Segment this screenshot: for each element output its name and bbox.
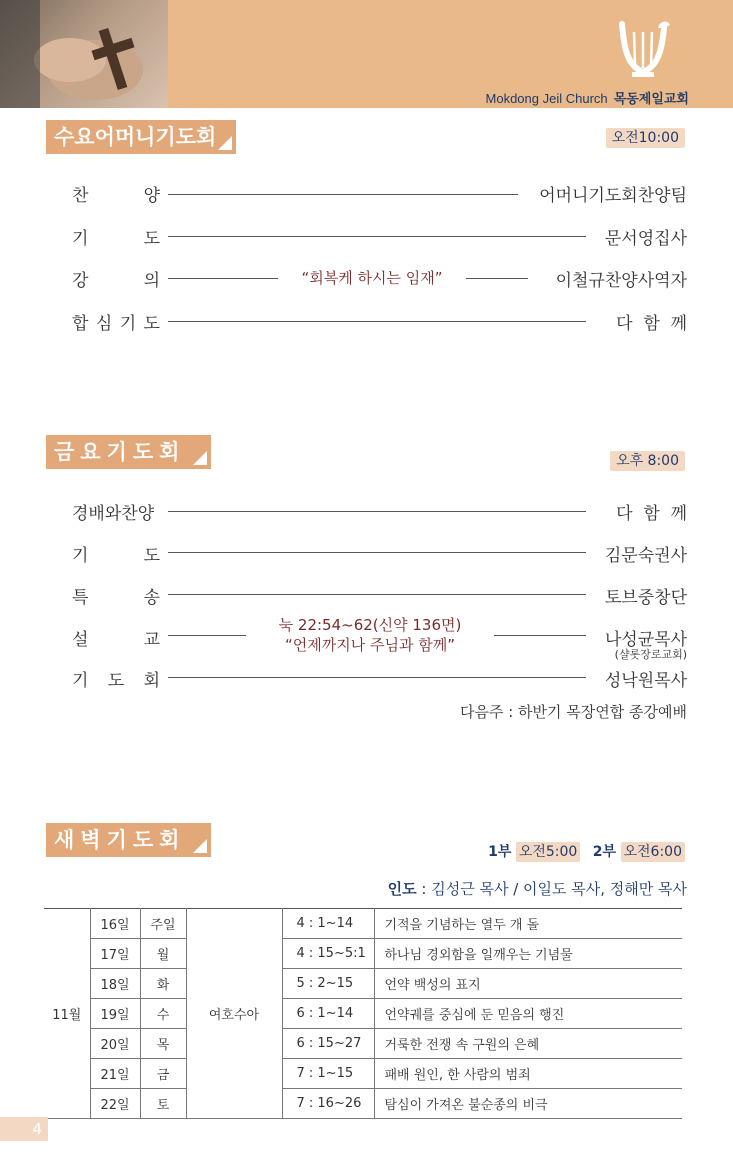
label-char: 찬 xyxy=(72,186,89,206)
label-char: 기 xyxy=(72,671,89,691)
label-char: 설 xyxy=(72,630,89,650)
passage-cell: 7 : 16~26 xyxy=(282,1089,374,1119)
label-char: 교 xyxy=(143,630,160,650)
fri-row-label xyxy=(72,625,160,650)
leader-line xyxy=(168,278,278,279)
leader-line xyxy=(168,321,586,322)
label-char: 심 xyxy=(95,314,113,334)
weekday-cell: 토 xyxy=(140,1089,186,1119)
label-char: 기 xyxy=(119,314,137,334)
part1-label: 1부 xyxy=(488,844,512,860)
corner-mark-icon xyxy=(193,451,207,465)
label-char: 회 xyxy=(143,671,160,691)
passage-cell: 7 : 1~15 xyxy=(282,1059,374,1089)
day-cell: 17일 xyxy=(90,939,140,969)
passage-cell: 6 : 1~14 xyxy=(282,999,374,1029)
day-cell: 21일 xyxy=(90,1059,140,1089)
passage-cell: 5 : 2~15 xyxy=(282,969,374,999)
leader-line xyxy=(168,635,246,636)
friday-title xyxy=(46,435,211,469)
topic-cell: 패배 원인, 한 사람의 범죄 xyxy=(374,1059,682,1089)
next-week-note: 다음주 : 하반기 목장연합 종강예배 xyxy=(460,703,687,721)
wed-row-value: 다 함 께 xyxy=(616,314,687,334)
passage-cell: 4 : 1~14 xyxy=(282,909,374,939)
label-char: 기 xyxy=(72,229,89,249)
page-number: 4 xyxy=(0,1117,48,1141)
passage-cell: 6 : 15~27 xyxy=(282,1029,374,1059)
day-cell: 22일 xyxy=(90,1089,140,1119)
book-cell: 여호수아 xyxy=(186,909,282,1119)
dawn-title xyxy=(46,823,211,857)
dawn-times xyxy=(488,841,685,862)
sermon-title: “언제까지나 주님과 함께” xyxy=(285,636,455,654)
leader-line xyxy=(168,511,586,512)
wed-row-label xyxy=(72,309,160,334)
part1-time: 오전5:00 xyxy=(516,842,581,862)
wed-row-value: 문서영집사 xyxy=(604,229,687,249)
fri-row-value: 성낙원목사 xyxy=(604,671,687,691)
wed-row-value: 이철규찬양사역자 xyxy=(555,271,687,291)
fri-row-label xyxy=(72,666,160,691)
label-char: 기 xyxy=(72,546,89,566)
dawn-title-text: 새벽기도회 xyxy=(54,828,186,852)
lyre-dove-icon xyxy=(614,16,672,80)
schedule-row xyxy=(44,999,682,1029)
day-cell: 19일 xyxy=(90,999,140,1029)
topic-cell: 언약 백성의 표지 xyxy=(374,969,682,999)
fri-row-value: 김문숙권사 xyxy=(604,546,687,566)
preacher-church-note: (샬롯장로교회) xyxy=(614,648,687,661)
month-cell: 11월 xyxy=(44,909,90,1119)
friday-title-text: 금요기도회 xyxy=(54,440,186,464)
leader-line xyxy=(168,194,518,195)
schedule-row xyxy=(44,939,682,969)
wed-row-label xyxy=(72,181,160,206)
label-char: 도 xyxy=(143,314,160,334)
fri-row-value: 다 함 께 xyxy=(616,504,687,524)
leader-line xyxy=(168,594,586,595)
schedule-row xyxy=(44,969,682,999)
label-char: 강 xyxy=(72,271,89,291)
passage-cell: 4 : 15~5:1 xyxy=(282,939,374,969)
day-cell: 18일 xyxy=(90,969,140,999)
label-char: 합 xyxy=(72,314,89,334)
label-char: 도 xyxy=(143,546,160,566)
sermon-passage: 눅 22:54~62(신약 136면) xyxy=(278,616,462,634)
leader-names: : 김성근 목사 / 이일도 목사, 정해만 목사 xyxy=(416,880,687,898)
weekday-cell: 화 xyxy=(140,969,186,999)
schedule-row xyxy=(44,1059,682,1089)
leader-line xyxy=(168,236,586,237)
label-char: 도 xyxy=(107,671,125,691)
leader-line xyxy=(494,635,586,636)
church-name-en: Mokdong Jeil Church xyxy=(485,91,608,106)
weekday-cell: 주일 xyxy=(140,909,186,939)
fri-row-value: 토브중창단 xyxy=(604,588,687,608)
corner-mark-icon xyxy=(218,136,232,150)
topic-cell: 언약궤를 중심에 둔 믿음의 행진 xyxy=(374,999,682,1029)
praying-hands-photo xyxy=(0,0,168,108)
weekday-cell: 월 xyxy=(140,939,186,969)
church-name xyxy=(486,88,689,107)
wed-row-label xyxy=(72,224,160,249)
label-char: 특 xyxy=(72,588,89,608)
wednesday-title xyxy=(46,120,236,154)
church-name-ko: 목동제일교회 xyxy=(613,92,689,107)
wed-row-value: 어머니기도회찬양팀 xyxy=(539,186,687,206)
topic-cell: 거룩한 전쟁 속 구원의 은혜 xyxy=(374,1029,682,1059)
fri-row-value: 나성균목사 xyxy=(604,630,687,650)
label-char: 송 xyxy=(143,588,160,608)
schedule-body xyxy=(44,909,682,1119)
lecture-topic: “회복케 하시는 임재” xyxy=(301,269,443,287)
corner-mark-icon xyxy=(193,839,207,853)
topic-cell: 하나님 경외함을 일깨우는 기념물 xyxy=(374,939,682,969)
fri-row-label xyxy=(72,541,160,566)
wednesday-time: 오전10:00 xyxy=(606,128,685,148)
topic-cell: 탐심이 가져온 불순종의 비극 xyxy=(374,1089,682,1119)
weekday-cell: 금 xyxy=(140,1059,186,1089)
fri-row-label xyxy=(72,499,160,524)
schedule-row xyxy=(44,1029,682,1059)
day-cell: 20일 xyxy=(90,1029,140,1059)
label-char: 양 xyxy=(143,186,160,206)
friday-time: 오후 8:00 xyxy=(610,451,685,471)
topic-cell: 기적을 기념하는 열두 개 돌 xyxy=(374,909,682,939)
label-char: 의 xyxy=(143,271,160,291)
dawn-schedule-table xyxy=(44,908,682,1119)
weekday-cell: 목 xyxy=(140,1029,186,1059)
leader-label: 인도 xyxy=(387,880,417,898)
label-char: 경배와찬양 xyxy=(72,504,155,524)
leader-line xyxy=(168,552,586,553)
part2-time: 오전6:00 xyxy=(621,842,686,862)
day-cell: 16일 xyxy=(90,909,140,939)
wed-row-label xyxy=(72,266,160,291)
part2-label: 2부 xyxy=(592,844,617,860)
wednesday-title-text: 수요어머니기도회 xyxy=(54,125,217,149)
dawn-leaders xyxy=(388,878,687,899)
schedule-row xyxy=(44,1089,682,1119)
fri-row-label xyxy=(72,583,160,608)
leader-line xyxy=(466,278,528,279)
weekday-cell: 수 xyxy=(140,999,186,1029)
schedule-row xyxy=(44,909,682,939)
label-char: 도 xyxy=(143,229,160,249)
leader-line xyxy=(168,677,586,678)
